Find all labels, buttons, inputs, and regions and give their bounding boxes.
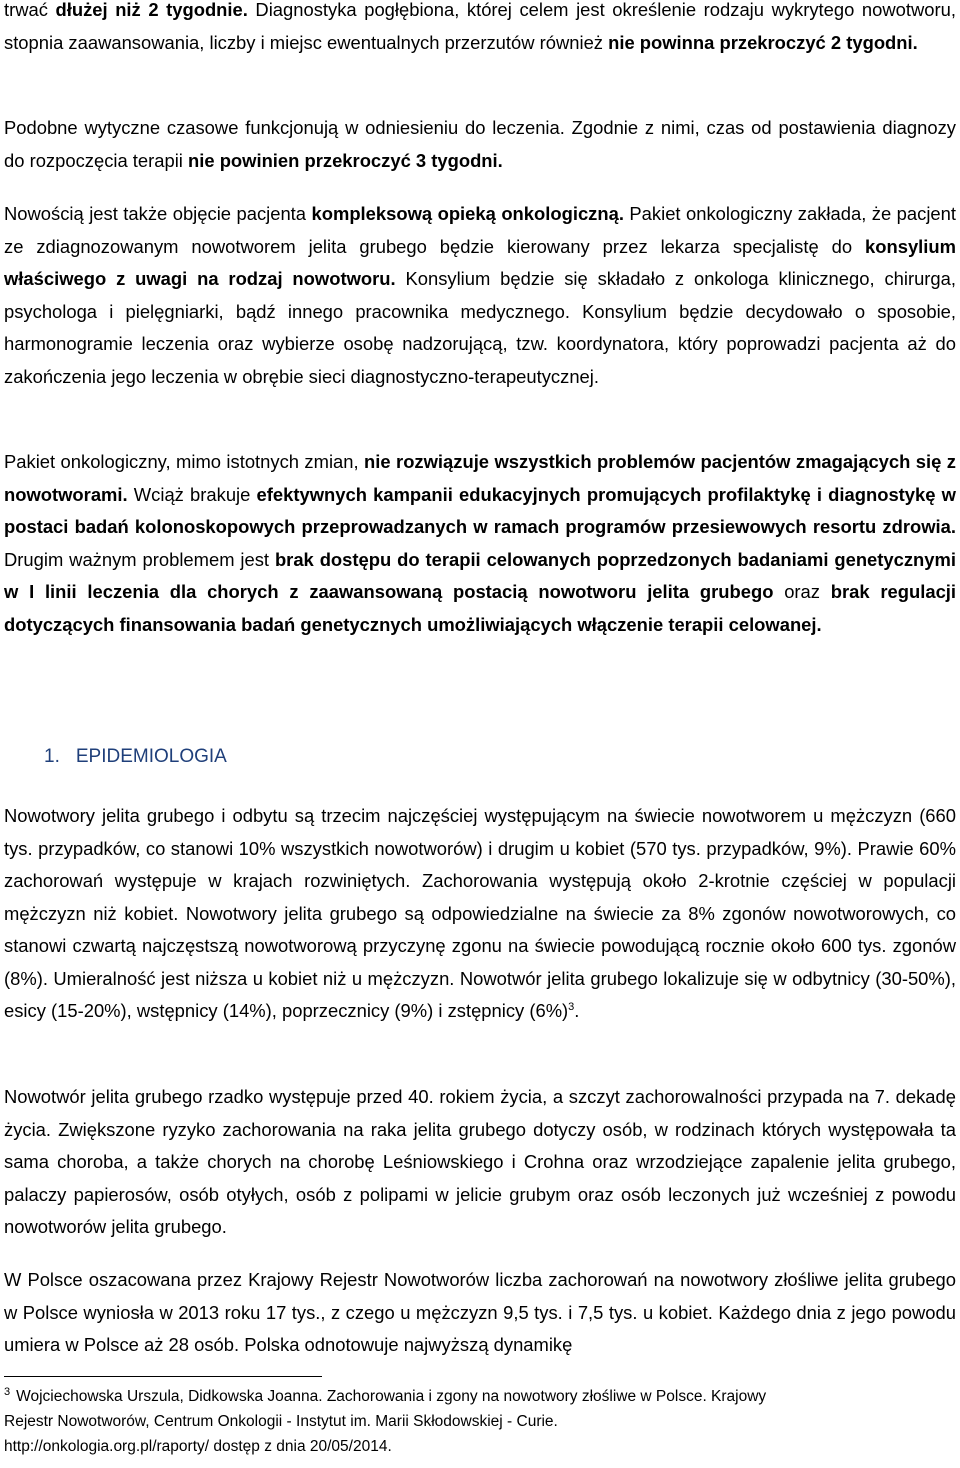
footnote-line: Wojciechowska Urszula, Didkowska Joanna. Zachorowania i zgony na nowotwory złośliwe w Polsce. Krajowy [16,1388,767,1405]
footnote-mark: 3 [4,1385,11,1398]
footnote-link[interactable]: http://onkologia.org.pl/raporty/ dostęp z dnia 20/05/2014. [4,1438,392,1455]
paragraph-diagnostics [4,0,956,59]
text-run: Konsylium będzie się składało z onkologa klinicznego, chirurga, psychologa i pielęgniarki, bądź innego pracownika medycznego. Konsylium będzie decydowało o sposobie, harmonogramie leczenia oraz wybierze osobę nadzorującą, tzw. koordynatora, który poprowadzi pacjenta aż do zakończenia jego leczenia w obrębie sieci diagnostyczno-terapeutycznej. [4,268,956,387]
text-run: Pakiet onkologiczny zakłada, że pacjent ze zdiagnozowanym nowotworem jelita grubego będzie kierowany przez lekarza specjalistę do [4,203,956,257]
bold-run: kompleksową opieką onkologiczną. [311,203,624,224]
bold-run: brak regulacji dotyczących finansowania badań genetycznych umożliwiających włączenie terapii celowanej. [4,581,957,635]
text-run: Nowością jest także objęcie pacjenta [4,203,312,224]
text-run: . [574,1000,580,1021]
paragraph-treatment-time [4,112,956,177]
paragraph-poland-stats [4,1264,956,1362]
bold-run: nie powinna przekroczyć 2 tygodni. [608,31,918,53]
text-run: Podobne wytyczne czasowe funkcjonują w odniesieniu do leczenia. Zgodnie z nimi, czas od postawienia diagnozy do rozpoczęcia terapii [4,117,956,171]
text-run: trwać [4,0,56,20]
footnote [4,1384,956,1459]
bold-run: efektywnych kampanii edukacyjnych promujących profilaktykę i diagnostykę w postaci badań kolonoskopowych przeprowadzanych w ramach programów przesiewowych resortu zdrowia. [4,483,956,537]
footnote-line: Rejestr Nowotworów, Centrum Onkologii - Instytut im. Marii Skłodowskiej - Curie. [4,1413,558,1430]
bold-run: nie rozwiązuje wszystkich problemów pacjentów zmagających się z nowotworami. [4,451,956,505]
footnote-divider [4,1376,322,1377]
bold-run: dłużej niż 2 tygodnie. [55,0,248,20]
section-number: 1. [44,746,60,767]
text-run: Nowotwory jelita grubego i odbytu są trzecim najczęściej występującym na świecie nowotworem u mężczyzn (660 tys. przypadków, co stanowi 10% wszystkich nowotworów) i drugim u kobiet (570 tys. przypadków, 9%). Prawie 60% zachorowań występuje w krajach rozwiniętych. Zachorowania występują około 2-krotnie częściej w populacji mężczyzn niż kobiet. Nowotwory jelita grubego są odpowiedzialne na świecie za 8% zgonów nowotworowych, co stanowi czwartą najczęstszą nowotworową przyczynę zgonu na świecie powodującą rocznie około 600 tys. zgonów (8%). Umieralność jest niższa u kobiet niż u mężczyzn. Nowotwór jelita grubego lokalizuje się w odbytnicy (30-50%), esicy (15-20%), wstępnicy (14%), poprzecznicy (9%) i zstępnicy (6%) [4,805,956,1021]
paragraph-epidemiology [4,800,956,1028]
footnote-reference[interactable]: 3 [568,1000,575,1013]
text-run: W Polsce oszacowana przez Krajowy Rejestr Nowotworów liczba zachorowań na nowotwory złośliwe jelita grubego w Polsce wyniosła w 2013 roku 17 tys., z czego u mężczyzn 9,5 tys. i 7,5 tys. u kobiet. Każdego dnia z jego powodu umiera w Polsce aż 28 osób. Polska odnotowuje najwyższą dynamikę [4,1269,956,1355]
text-run: Diagnostyka pogłębiona, której celem jest określenie rodzaju wykrytego nowotworu, stopnia zaawansowania, liczby i miejsc ewentualnych przerzutów również [4,0,956,53]
paragraph-oncology-care [4,198,956,393]
paragraph-problems [4,446,956,641]
bold-run: brak dostępu do terapii celowanych poprzedzonych badaniami genetycznymi w I linii leczenia dla chorych z zaawansowaną postacią nowotworu jelita grubego [4,548,956,602]
section-title: EPIDEMIOLOGIA [75,746,227,767]
bold-run: nie powinien przekroczyć 3 tygodni. [188,149,503,171]
paragraph-risk-factors [4,1081,956,1244]
text-run: Wciąż brakuje [127,483,257,505]
section-heading [44,746,227,768]
text-run: Pakiet onkologiczny, mimo istotnych zmian, [4,451,365,472]
text-run: Drugim ważnym problemem jest [4,548,275,570]
bold-run: konsylium właściwego z uwagi na rodzaj nowotworu. [4,235,956,289]
text-run: oraz [773,581,831,602]
text-run: Nowotwór jelita grubego rzadko występuje przed 40. rokiem życia, a szczyt zachorowalności przypada na 7. dekadę życia. Zwiększone ryzyko zachorowania na raka jelita grubego dotyczy osób, w rodzinach których występowała ta sama choroba, a także chorych na chorobę Leśniowskiego i Crohna oraz wrzodziejące zapalenie jelita grubego, palaczy papierosów, osób otyłych, osób z polipami w jelicie grubym oraz osób leczonych już wcześniej z powodu nowotworów jelita grubego. [4,1086,956,1237]
